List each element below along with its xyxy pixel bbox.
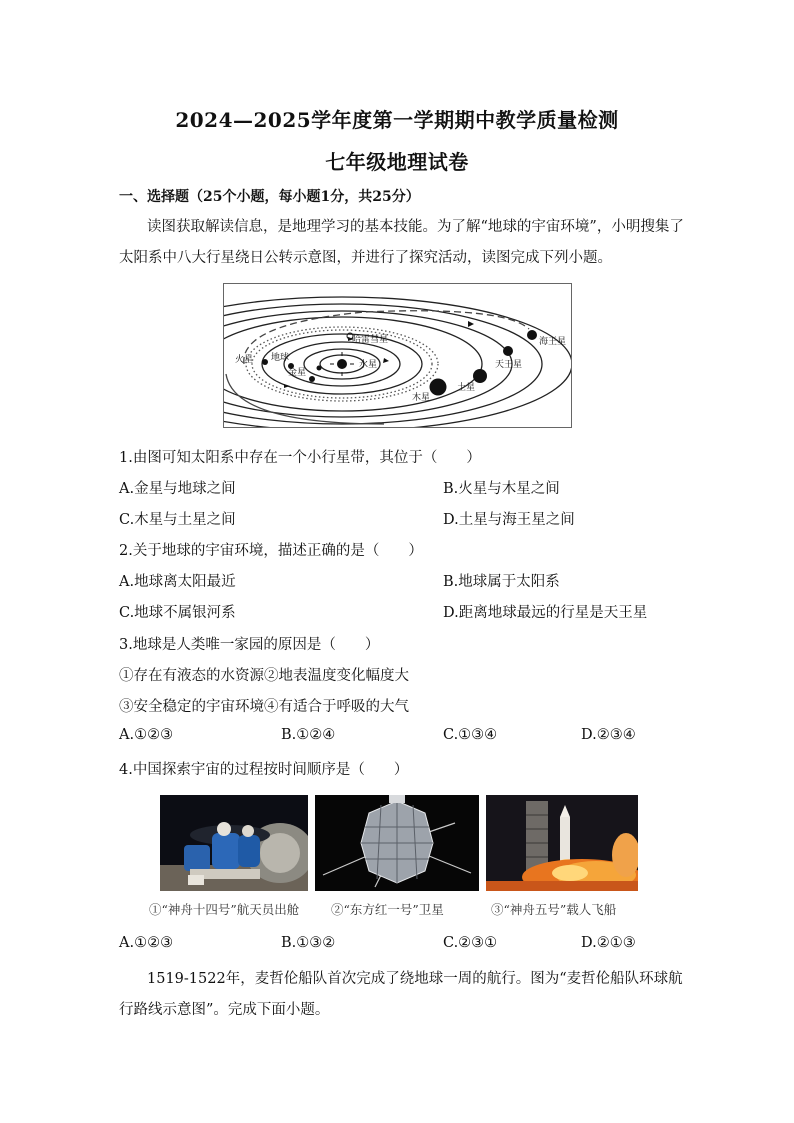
q3-statements-1: ①存在有液态的水资源②地表温度变化幅度大 <box>119 668 409 684</box>
label-earth: 地球 <box>271 353 290 363</box>
q4-option-a[interactable]: A.①②③ <box>119 935 174 951</box>
q4-option-b[interactable]: B.①③② <box>281 935 336 951</box>
question-1-stem: 1.由图可知太阳系中存在一个小行星带，其位于（ ） <box>119 450 481 466</box>
q2-option-d[interactable]: D.距离地球最远的行星是天王星 <box>443 605 648 621</box>
q2-option-a[interactable]: A.地球离太阳最近 <box>119 574 236 590</box>
q1-option-c[interactable]: C.木星与土星之间 <box>119 512 236 528</box>
label-jupiter: 木星 <box>412 393 431 403</box>
intro-line-1: 读图获取解读信息，是地理学习的基本技能。为了解“地球的宇宙环境”，小明搜集了 <box>147 219 684 235</box>
question-3-stem: 3.地球是人类唯一家园的原因是（ ） <box>119 637 380 653</box>
page-title: 2024—2025学年度第一学期期中教学质量检测 <box>175 108 619 132</box>
label-mars: 火星 <box>235 355 254 365</box>
question-4-stem: 4.中国探索宇宙的过程按时间顺序是（ ） <box>119 762 409 778</box>
photo-dongfanghong1-satellite <box>315 795 479 891</box>
intro-line-2: 太阳系中八大行星绕日公转示意图，并进行了探究活动，读图完成下列小题。 <box>119 250 612 266</box>
q1-option-d[interactable]: D.土星与海王星之间 <box>443 512 575 528</box>
label-saturn: 土星 <box>457 383 476 393</box>
q3-option-b[interactable]: B.①②④ <box>281 727 336 743</box>
label-venus: 金星 <box>288 368 307 378</box>
caption-photo-3: ③“神舟五号”载人飞船 <box>491 902 617 917</box>
page-subtitle: 七年级地理试卷 <box>325 150 469 174</box>
magellan-intro-line-1: 1519-1522年，麦哲伦船队首次完成了绕地球一周的航行。图为“麦哲伦船队环球航 <box>147 971 683 987</box>
label-neptune: 海王星 <box>539 337 567 347</box>
q2-option-b[interactable]: B.地球属于太阳系 <box>443 574 560 590</box>
section-heading: 一、选择题（25个小题，每小题1分，共25分） <box>119 189 420 205</box>
label-comet: 哈雷彗星 <box>352 335 389 345</box>
q4-option-c[interactable]: C.②③① <box>443 935 498 951</box>
q3-option-d[interactable]: D.②③④ <box>581 727 636 743</box>
label-mercury: 水星 <box>359 360 378 370</box>
q3-option-a[interactable]: A.①②③ <box>119 727 174 743</box>
magellan-intro-line-2: 行路线示意图”。完成下面小题。 <box>119 1002 330 1018</box>
q2-option-c[interactable]: C.地球不属银河系 <box>119 605 236 621</box>
solar-system-diagram <box>223 283 572 428</box>
q3-statements-2: ③安全稳定的宇宙环境④有适合于呼吸的大气 <box>119 699 409 715</box>
photo-shenzhou14-astronauts <box>160 795 308 891</box>
q3-option-c[interactable]: C.①③④ <box>443 727 498 743</box>
label-uranus: 天王星 <box>495 360 523 370</box>
q1-option-b[interactable]: B.火星与木星之间 <box>443 481 560 497</box>
q4-option-d[interactable]: D.②①③ <box>581 935 636 951</box>
question-2-stem: 2.关于地球的宇宙环境，描述正确的是（ ） <box>119 543 423 559</box>
photo-shenzhou5-launch <box>486 795 638 891</box>
q1-option-a[interactable]: A.金星与地球之间 <box>119 481 236 497</box>
caption-photo-2: ②“东方红一号”卫星 <box>331 902 444 917</box>
caption-photo-1: ①“神舟十四号”航天员出舱 <box>149 902 300 917</box>
